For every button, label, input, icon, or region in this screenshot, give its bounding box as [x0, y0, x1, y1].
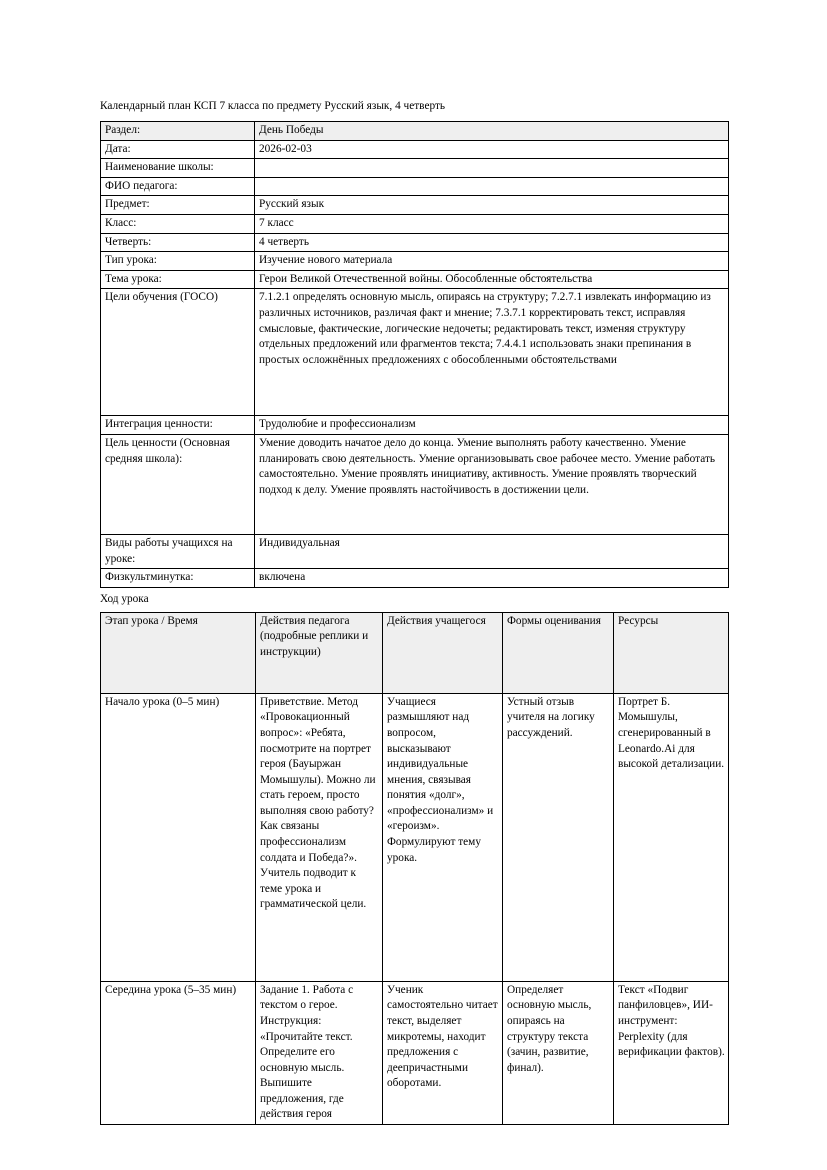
info-label: Интеграция ценности:: [101, 416, 255, 435]
table-row: [101, 214, 729, 233]
info-label: Тип урока:: [101, 252, 255, 271]
table-row: [101, 981, 729, 1124]
column-header-assessment-forms: Формы оценивания: [503, 612, 614, 693]
cell-resources: Портрет Б. Момышулы, сгенерированный в Leonardo.Ai для высокой детализации.: [614, 693, 729, 981]
column-header-teacher-actions: Действия педагога (подробные реплики и инструкции): [256, 612, 383, 693]
info-label: Виды работы учащихся на уроке:: [101, 534, 255, 568]
table-row: [101, 233, 729, 252]
info-value: 7 класс: [255, 214, 729, 233]
column-header-resources: Ресурсы: [614, 612, 729, 693]
lesson-info-table-body: [101, 122, 729, 588]
table-row: [101, 270, 729, 289]
table-row: [101, 252, 729, 271]
column-header-student-actions: Действия учащегося: [383, 612, 503, 693]
cell-stage: Середина урока (5–35 мин): [101, 981, 256, 1124]
cell-student-actions: Учащиеся размышляют над вопросом, высказывают индивидуальные мнения, связывая понятия «долг», «профессионализм» и «героизм». Формулируют тему урока.: [383, 693, 503, 981]
cell-assessment: Устный отзыв учителя на логику рассуждений.: [503, 693, 614, 981]
info-value: 4 четверть: [255, 233, 729, 252]
info-value: 7.1.2.1 определять основную мысль, опираясь на структуру; 7.2.7.1 извлекать информацию из различных источников, различая факт и мнение; 7.3.7.1 корректировать текст, исправляя смысловые, фактические, логические недочеты; редактировать текст, изменяя структуру отдельных предложений или фрагментов текста; 7.4.4.1 использовать знаки препинания в простых осложнённых предложениях с обособленными обстоятельствами: [255, 289, 729, 416]
lesson-flow-table: [100, 612, 729, 1125]
table-row: [101, 534, 729, 568]
table-row: [101, 122, 729, 141]
table-row: [101, 693, 729, 981]
info-value: Герои Великой Отечественной войны. Обособленные обстоятельства: [255, 270, 729, 289]
cell-student-actions: Ученик самостоятельно читает текст, выделяет микротемы, находит предложения с деепричастными оборотами.: [383, 981, 503, 1124]
page-title: Календарный план КСП 7 класса по предмету Русский язык, 4 четверть: [100, 100, 446, 112]
table-row: [101, 140, 729, 159]
info-value: День Победы: [255, 122, 729, 141]
info-label: Дата:: [101, 140, 255, 159]
cell-assessment: Определяет основную мысль, опираясь на структуру текста (зачин, развитие, финал).: [503, 981, 614, 1124]
info-value: включена: [255, 569, 729, 588]
table-row: [101, 416, 729, 435]
table-header-row: [101, 612, 729, 693]
info-value: [255, 159, 729, 178]
info-value: Умение доводить начатое дело до конца. Умение выполнять работу качественно. Умение планировать свою деятельность. Умение организовывать свое рабочее место. Умение работать самостоятельно. Умение проявлять инициативу, активность. Умение проявлять творческий подход к делу. Умение проявлять настойчивость в достижении цели.: [255, 434, 729, 534]
info-value: Индивидуальная: [255, 534, 729, 568]
document-content: [100, 99, 728, 1125]
cell-teacher-actions: Задание 1. Работа с текстом о герое. Инструкция: «Прочитайте текст. Определите его основную мысль. Выпишите предложения, где действия героя: [256, 981, 383, 1124]
info-label: Цели обучения (ГОСО): [101, 289, 255, 416]
info-label: Физкультминутка:: [101, 569, 255, 588]
table-row: [101, 434, 729, 534]
info-label: Тема урока:: [101, 270, 255, 289]
table-row: [101, 289, 729, 416]
info-label: Раздел:: [101, 122, 255, 141]
info-value: 2026-02-03: [255, 140, 729, 159]
info-value: Русский язык: [255, 196, 729, 215]
info-label: Четверть:: [101, 233, 255, 252]
column-header-stage: Этап урока / Время: [101, 612, 256, 693]
info-label: Наименование школы:: [101, 159, 255, 178]
lesson-flow-heading: Ход урока: [100, 592, 149, 605]
info-value: Трудолюбие и профессионализм: [255, 416, 729, 435]
info-label: Предмет:: [101, 196, 255, 215]
info-value: Изучение нового материала: [255, 252, 729, 271]
lesson-flow-table-head: [101, 612, 729, 693]
cell-resources: Текст «Подвиг панфиловцев», ИИ-инструмент: Perplexity (для верификации фактов).: [614, 981, 729, 1124]
lesson-flow-table-body: [101, 693, 729, 1124]
info-label: ФИО педагога:: [101, 177, 255, 196]
info-label: Цель ценности (Основная средняя школа):: [101, 434, 255, 534]
info-label: Класс:: [101, 214, 255, 233]
table-row: [101, 569, 729, 588]
table-row: [101, 159, 729, 178]
table-row: [101, 177, 729, 196]
cell-teacher-actions: Приветствие. Метод «Провокационный вопрос»: «Ребята, посмотрите на портрет героя (Бауыржан Момышулы). Можно ли стать героем, просто выполняя свою работу? Как связаны профессионализм солдата и Победа?». Учитель подводит к теме урока и грамматической цели.: [256, 693, 383, 981]
info-value: [255, 177, 729, 196]
table-row: [101, 196, 729, 215]
lesson-info-table: [100, 121, 729, 588]
cell-stage: Начало урока (0–5 мин): [101, 693, 256, 981]
